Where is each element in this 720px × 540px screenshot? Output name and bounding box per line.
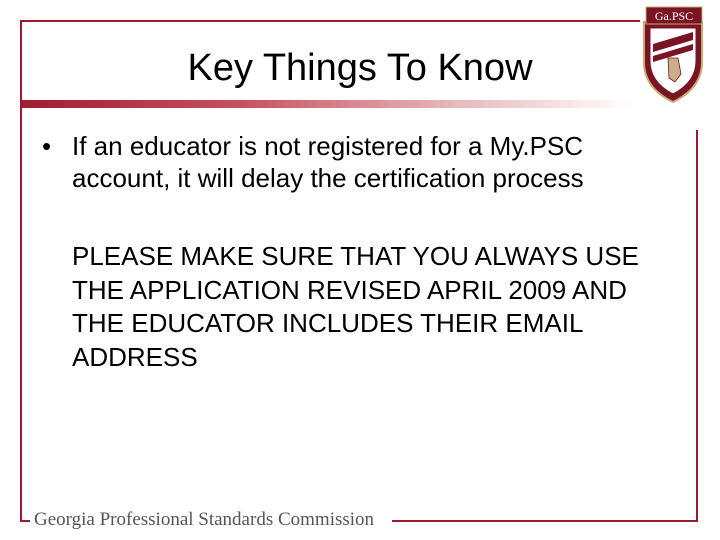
frame-right-line xyxy=(696,130,698,522)
logo-text: Ga.PSC xyxy=(654,9,694,23)
shield-icon xyxy=(638,4,708,104)
frame-bottom-line-left xyxy=(20,520,30,522)
title-underline-bar xyxy=(22,100,634,108)
georgia-psc-shield-logo xyxy=(638,4,708,104)
slide-body xyxy=(30,130,670,374)
frame-bottom-line-right xyxy=(392,520,698,522)
slide-title: Key Things To Know xyxy=(187,47,533,89)
frame-top-line xyxy=(20,20,640,22)
frame-left-line xyxy=(20,20,22,522)
footer-organization-name: Georgia Professional Standards Commission xyxy=(34,509,375,530)
bullet-text: If an educator is not registered for a My.PSC account, it will delay the certification process xyxy=(72,131,584,193)
bullet-dot-icon: • xyxy=(42,131,52,161)
bullet-item xyxy=(30,130,670,194)
notice-paragraph: PLEASE MAKE SURE THAT YOU ALWAYS USE THE APPLICATION REVISED APRIL 2009 AND THE EDUCATOR INCLUDES THEIR EMAIL ADDRESS xyxy=(72,241,639,372)
